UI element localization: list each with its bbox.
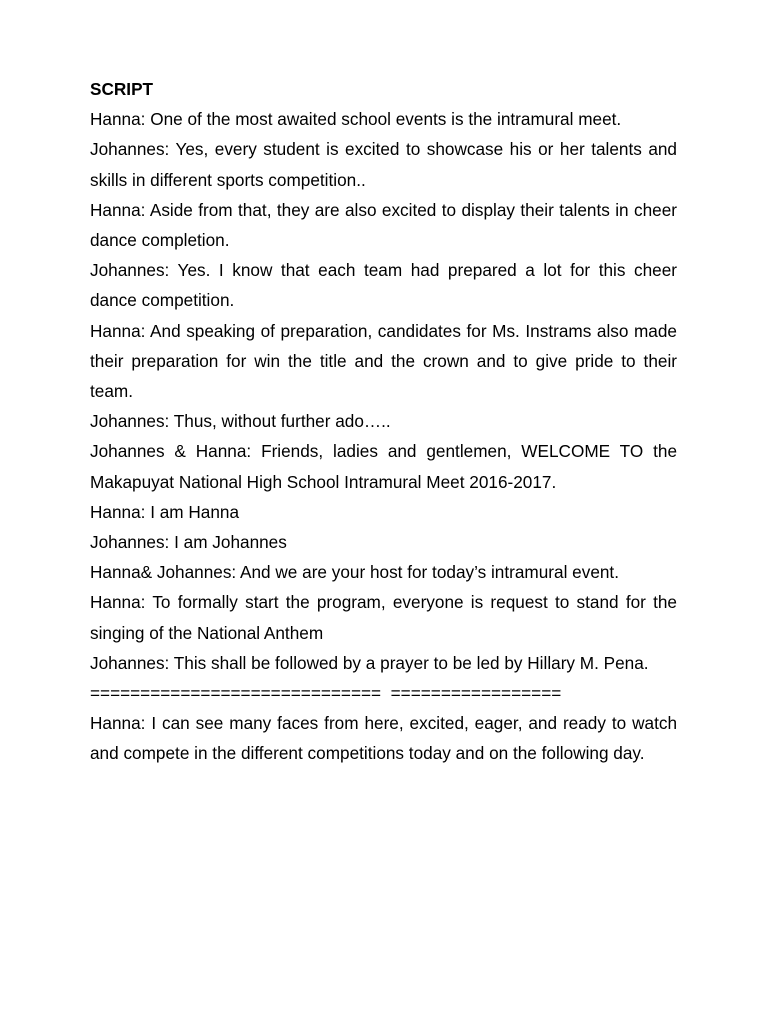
separator-line: ============================= ================= [90, 683, 562, 704]
dialogue-line: Johannes: I am Johannes [90, 532, 287, 553]
dialogue-line: Hanna& Johannes: And we are your host for today’s intramural event. [90, 562, 619, 583]
dialogue-line: Hanna: I am Hanna [90, 501, 240, 522]
script-heading: SCRIPT [90, 79, 154, 99]
document-page [90, 74, 677, 769]
dialogue-line: Johannes & Hanna: Friends, ladies and gentlemen, WELCOME TO the Makapuyat National High School Intramural Meet 2016-2017. [90, 441, 677, 492]
dialogue-line: Hanna: I can see many faces from here, excited, eager, and ready to watch and compete in the different competitions today and on the following day. [90, 713, 677, 764]
dialogue-line: Johannes: Yes, every student is excited to showcase his or her talents and skills in different sports competition.. [90, 139, 677, 190]
dialogue-line: Johannes: Yes. I know that each team had prepared a lot for this cheer dance competition. [90, 260, 677, 311]
dialogue-line: Hanna: And speaking of preparation, candidates for Ms. Instrams also made their preparation for win the title and the crown and to give pride to their team. [90, 320, 677, 402]
dialogue-line: Hanna: One of the most awaited school events is the intramural meet. [90, 109, 622, 130]
dialogue-line: Hanna: Aside from that, they are also excited to display their talents in cheer dance completion. [90, 199, 677, 251]
dialogue-line: Johannes: This shall be followed by a prayer to be led by Hillary M. Pena. [90, 652, 649, 673]
dialogue-line: Hanna: To formally start the program, everyone is request to stand for the singing of the National Anthem [90, 592, 677, 643]
dialogue-line: Johannes: Thus, without further ado….. [90, 411, 391, 432]
